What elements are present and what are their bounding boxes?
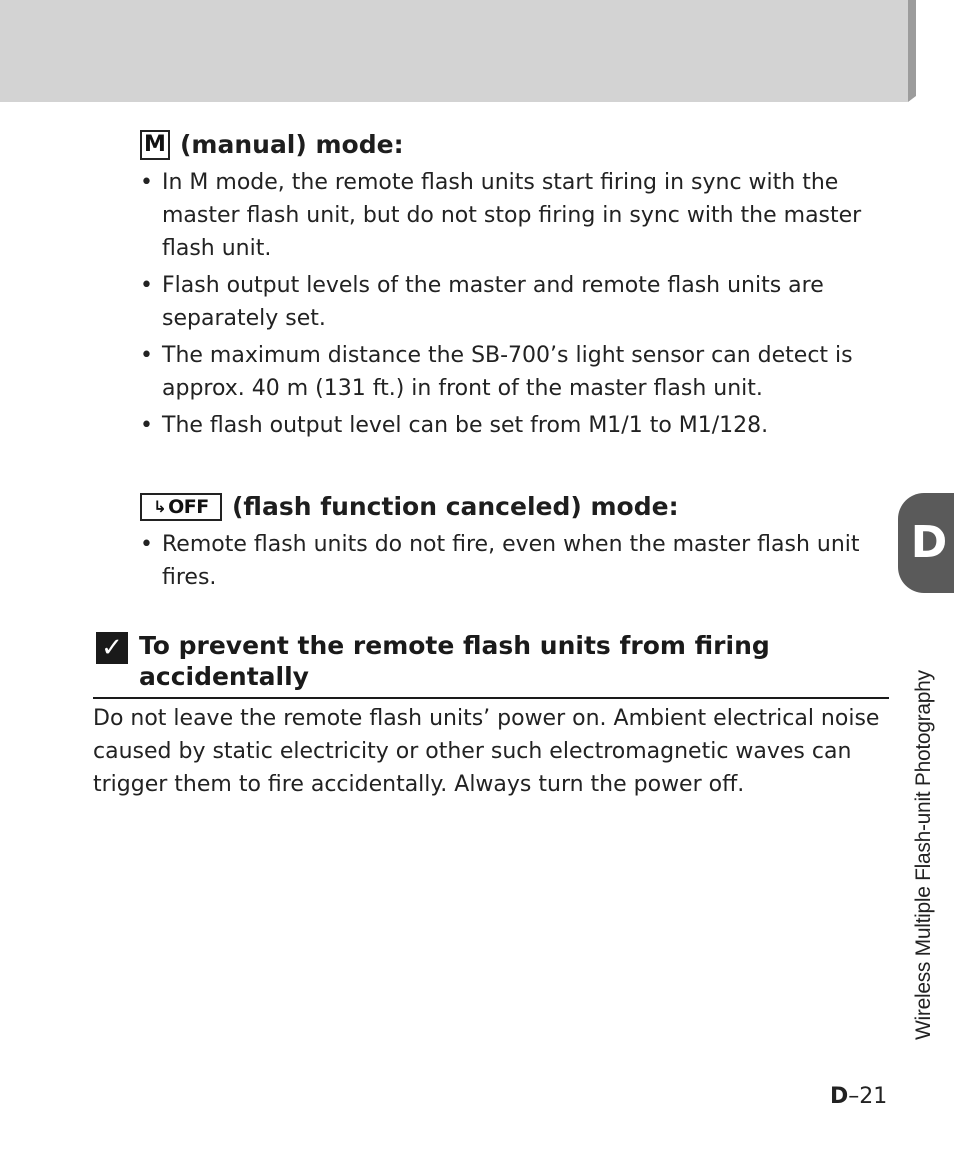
flash-off-icon-label: OFF: [168, 496, 209, 518]
note-divider: [93, 697, 889, 699]
header-shadow: [908, 0, 916, 96]
chapter-tab: D: [898, 493, 954, 593]
list-item: • Flash output levels of the master and remote flash units are separately set.: [140, 269, 880, 335]
manual-mode-title: (manual) mode:: [180, 130, 404, 159]
header-shadow-corner: [908, 96, 916, 102]
page-number: [830, 1082, 890, 1112]
flash-off-icon: [140, 493, 222, 521]
header-band: [0, 0, 908, 102]
remote-arrow-icon: ↳: [153, 497, 167, 516]
note-body: Do not leave the remote flash units’ power on. Ambient electrical noise caused by static electricity or other such electromagnetic waves can trigger them to fire accidentally. Always turn the power off.: [93, 706, 880, 797]
page-number-suffix: –21: [848, 1084, 888, 1109]
off-mode-heading: [140, 492, 679, 522]
checkmark-icon: ✓: [96, 632, 128, 664]
page-number-prefix: D: [830, 1084, 849, 1109]
chapter-label: Wireless Multiple Flash-unit Photography: [912, 670, 935, 1040]
list-item: • The maximum distance the SB-700’s light sensor can detect is approx. 40 m (131 ft.) in front of the master flash unit.: [140, 339, 880, 405]
note-title: To prevent the remote flash units from firing accidentally: [139, 631, 770, 691]
off-mode-title: (flash function canceled) mode:: [232, 492, 679, 521]
manual-mode-bullet-list: [140, 166, 880, 446]
list-item: • In M mode, the remote flash units start firing in sync with the master flash unit, but do not stop firing in sync with the master flash unit.: [140, 166, 880, 265]
manual-mode-icon: M: [140, 130, 170, 160]
list-item: • Remote flash units do not fire, even when the master flash unit fires.: [140, 528, 880, 594]
list-item: • The flash output level can be set from M1/1 to M1/128.: [140, 409, 880, 442]
off-mode-bullet-list: [140, 528, 880, 598]
manual-mode-heading: [140, 130, 404, 160]
